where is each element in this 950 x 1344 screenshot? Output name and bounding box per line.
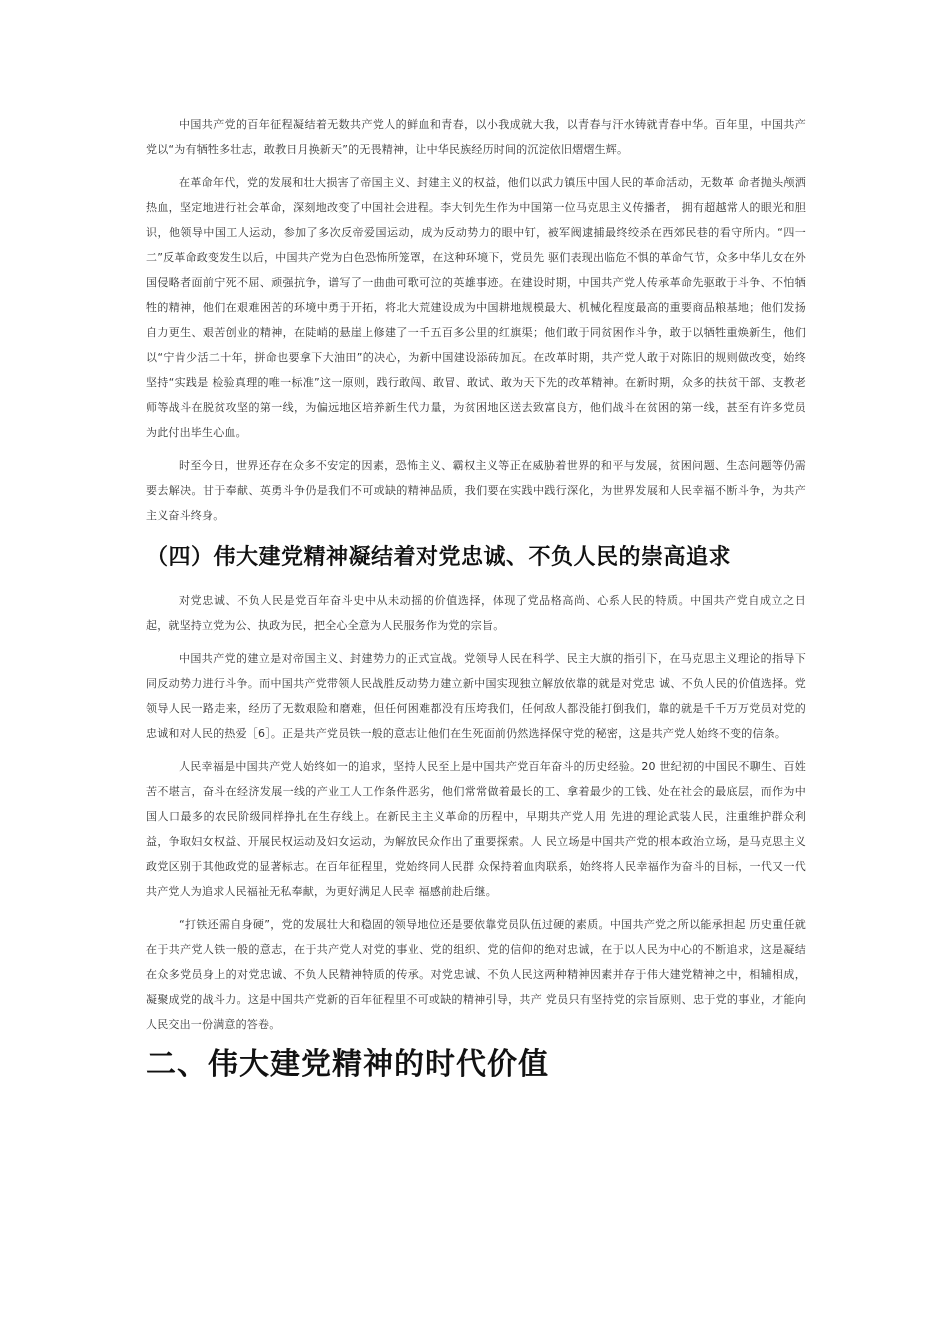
paragraph-present-day: 时至今日，世界还存在众多不安定的因素，恐怖主义、霸权主义等正在威胁着世界的和平与发展，贫困问题、生态问题等仍需要去解决。甘于奉献、英勇斗争仍是我们不可或缺的精神品质，我们要在实践中践行深化，为世界发展和人民幸福不断斗争，为共产主义奋斗终身。 [146, 459, 806, 522]
paragraph-century-journey: 中国共产党的百年征程凝结着无数共产党人的鲜血和青春，以小我成就大我，以青春与汗水铸就青春中华。百年里，中国共产党以“为有牺牲多壮志，敢教日月换新天”的无畏精神，让中华民族经历时间的沉淀依旧熠熠生辉。 [146, 118, 806, 156]
document-body [146, 112, 806, 1087]
paragraph-self-discipline: “打铁还需自身硬”，党的发展壮大和稳固的领导地位还是要依靠党员队伍过硬的素质。中国共产党之所以能承担起 历史重任就在于共产党人铁一般的意志，在于共产党人对党的事业、党的组织、党的信仰的绝对忠诚，在于以人民为中心的不断追求，这是凝结在众多党员身上的对党忠诚、不负人民精神特质的传承。对党忠诚、不负人民这两种精神因素并存于伟大建党精神之中，相辅相成，凝聚成党的战斗力。这是中国共产党新的百年征程里不可或缺的精神引导，共产 党员只有坚持党的宗旨原则、忠于党的事业，才能向人民交出一份满意的答卷。 [146, 918, 806, 1031]
paragraph-revolutionary-era: 在革命年代，党的发展和壮大损害了帝国主义、封建主义的权益，他们以武力镇压中国人民的革命活动，无数革 命者抛头颅洒热血，坚定地进行社会革命，深刻地改变了中国社会进程。李大钊先生作为中国第一位马克思主义传播者， 拥有超越常人的眼光和胆识，他领导中国工人运动，参加了多次反帝爱国运动，成为反动势力的眼中钉，被军阀逮捕最终绞杀在西郊民巷的看守所内。“四一二”反革命政变发生以后，中国共产党为白色恐怖所笼罩，在这种环境下，党员先 驱们表现出临危不惧的革命气节，众多中华儿女在外国侵略者面前宁死不屈、顽强抗争，谱写了一曲曲可歌可泣的英雄事迹。在建设时期，中国共产党人传承革命先驱敢于斗争、不怕牺牲的精神，他们在艰难困苦的环境中勇于开拓，将北大荒建设成为中国耕地规模最大、机械化程度最高的重要商品粮基地；他们发扬自力更生、艰苦创业的精神，在陡峭的悬崖上修建了一千五百多公里的红旗渠；他们敢于同贫困作斗争，敢于以牺牲重焕新生，他们以“宁肯少活二十年，拼命也要拿下大油田”的决心，为新中国建设添砖加瓦。在改革时期，共产党人敢于对陈旧的规则做改变，始终坚持“实践是 检验真理的唯一标准”这一原则，践行敢闯、敢冒、敢试、敢为天下先的改革精神。在新时期，众多的扶贫干部、支教老师等战斗在脱贫攻坚的第一线，为偏远地区培养新生代力量，为贫困地区送去致富良方，他们战斗在贫困的第一线，甚至有许多党员为此付出毕生心血。 [146, 176, 806, 439]
section-heading-loyalty: （四）伟大建党精神凝结着对党忠诚、不负人民的崇高追求 [146, 545, 732, 570]
paragraph-people-happiness: 人民幸福是中国共产党人始终如一的追求，坚持人民至上是中国共产党百年奋斗的历史经验。20 世纪初的中国民不聊生、百姓苦不堪言，奋斗在经济发展一线的产业工人工作条件恶劣，他们常常做着最长的工、拿着最少的工钱、处在社会的最底层，而作为中国人口最多的农民阶级同样挣扎在生存线上。在新民主主义革命的历程中，早期共产党人用 先进的理论武装人民，注重维护群众利益，争取妇女权益、开展民权运动及妇女运动，为解放民众作出了重要探索。人 民立场是中国共产党的根本政治立场，是马克思主义政党区别于其他政党的显著标志。在百年征程里，党始终同人民群 众保持着血肉联系，始终将人民幸福作为奋斗的目标，一代又一代共产党人为追求人民福祉无私奉献，为更好满足人民幸 福感前赴后继。 [146, 760, 806, 898]
chapter-heading-era-value: 二、伟大建党精神的时代价值 [146, 1047, 549, 1082]
paragraph-loyalty-intro: 对党忠诚、不负人民是党百年奋斗史中从未动摇的价值选择，体现了党品格高尚、心系人民的特质。中国共产党自成立之日起，就坚持立党为公、执政为民，把全心全意为人民服务作为党的宗旨。 [146, 594, 806, 632]
paragraph-party-founding: 中国共产党的建立是对帝国主义、封建势力的正式宣战。党领导人民在科学、民主大旗的指引下，在马克思主义理论的指导下同反动势力进行斗争。而中国共产党带领人民战胜反动势力建立新中国实现独立解放依靠的就是对党忠 诚、不负人民的价值选择。党领导人民一路走来，经历了无数艰险和磨难，但任何困难都没有压垮我们，任何敌人都没能打倒我们，靠的就是千千万万党员对党的忠诚和对人民的热爱［6］。正是共产党员铁一般的意志让他们在生死面前仍然选择保守党的秘密，这是共产党人始终不变的信条。 [146, 652, 806, 740]
